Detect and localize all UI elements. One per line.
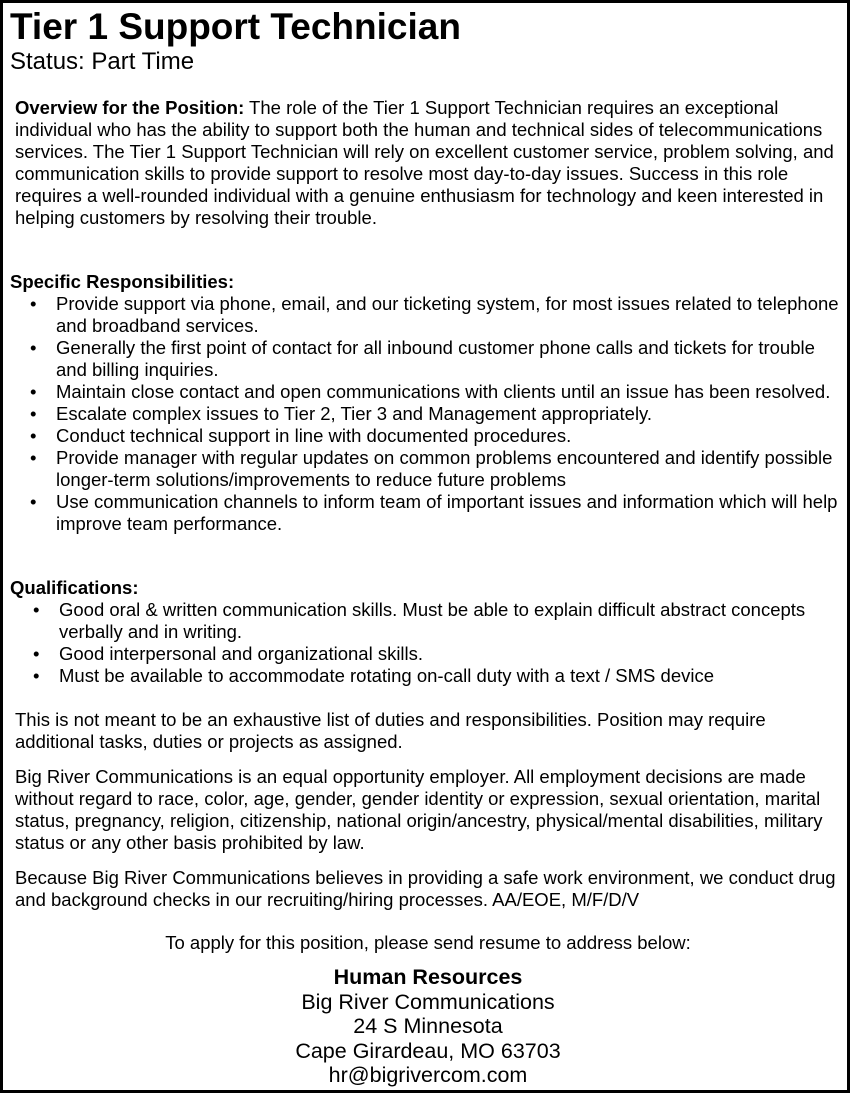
responsibilities-heading: Specific Responsibilities:: [10, 271, 235, 292]
list-item-text: Must be available to accommodate rotating on-call duty with a text / SMS device: [59, 665, 715, 686]
list-item: [3, 665, 848, 687]
eeo-paragraph: Big River Communications is an equal opportunity employer. All employment decisions are made without regard to race, color, age, gender, gender identity or expression, sexual orientation, marital status, pregnancy, religion, citizenship, national origin/ancestry, physical/mental disabilities, military status or any other basis prohibited by law.: [15, 766, 823, 853]
list-item-text: Use communication channels to inform team of important issues and information which will help improve team performance.: [56, 491, 838, 534]
qualifications-heading: Qualifications:: [10, 577, 139, 598]
list-item-text: Maintain close contact and open communications with clients until an issue has been resolved.: [56, 381, 831, 402]
contact-street: 24 S Minnesota: [353, 1014, 503, 1038]
list-item: [3, 381, 848, 403]
contact-city: Cape Girardeau, MO 63703: [295, 1038, 561, 1063]
contact-block: [3, 965, 850, 1088]
job-title: Tier 1 Support Technician: [10, 6, 461, 47]
list-item: [3, 337, 848, 381]
contact-email[interactable]: hr@bigrivercom.com: [328, 1063, 528, 1087]
list-item-text: Good interpersonal and organizational skills.: [59, 643, 424, 664]
contact-company: Big River Communications: [301, 989, 555, 1014]
bullet-icon: •: [33, 643, 40, 664]
bullet-icon: •: [30, 381, 37, 402]
bullet-icon: •: [30, 491, 37, 512]
responsibilities-list: [3, 293, 848, 535]
list-item: [3, 447, 848, 491]
bullet-icon: •: [30, 425, 37, 446]
overview-label: Overview for the Position:: [15, 97, 245, 118]
overview-paragraph: [15, 97, 841, 229]
list-item-text: Good oral & written communication skills. Must be able to explain difficult abstract concepts verbally and in writing.: [59, 599, 806, 642]
qualifications-list: [3, 599, 848, 687]
list-item-text: Conduct technical support in line with documented procedures.: [56, 425, 572, 446]
safety-paragraph: Because Big River Communications believes in providing a safe work environment, we conduct drug and background checks in our recruiting/hiring processes. AA/EOE, M/F/D/V: [15, 867, 836, 910]
list-item-text: Generally the first point of contact for all inbound customer phone calls and tickets for trouble and billing inquiries.: [56, 337, 815, 380]
list-item: [3, 491, 848, 535]
apply-instructions: To apply for this position, please send resume to address below:: [165, 932, 691, 953]
disclaimer-paragraph: This is not meant to be an exhaustive list of duties and responsibilities. Position may require additional tasks, duties or projects as assigned.: [15, 709, 766, 752]
overview-text: The role of the Tier 1 Support Technician requires an exceptional individual who has the ability to support both the human and technical sides of telecommunications services. The Tier 1 Support Technician will rely on excellent customer service, problem solving, and communication skills to provide support to resolve most day-to-day issues. Success in this role requires a well-rounded individual with a genuine enthusiasm for technology and keen interested in helping customers by resolving their trouble.: [15, 97, 834, 228]
list-item: [3, 425, 848, 447]
list-item-text: Escalate complex issues to Tier 2, Tier 3 and Management appropriately.: [56, 403, 653, 424]
bullet-icon: •: [33, 665, 40, 686]
bullet-icon: •: [30, 337, 37, 358]
list-item: [3, 403, 848, 425]
bullet-icon: •: [33, 599, 40, 620]
job-status: Status: Part Time: [10, 48, 195, 75]
list-item: [3, 643, 848, 665]
list-item-text: Provide manager with regular updates on common problems encountered and identify possible longer-term solutions/improvements to reduce future problems: [56, 447, 833, 490]
bullet-icon: •: [30, 447, 37, 468]
list-item-text: Provide support via phone, email, and our ticketing system, for most issues related to telephone and broadband services.: [56, 293, 839, 336]
bullet-icon: •: [30, 403, 37, 424]
contact-department: Human Resources: [333, 965, 523, 989]
list-item: [3, 599, 848, 643]
list-item: [3, 293, 848, 337]
bullet-icon: •: [30, 293, 37, 314]
